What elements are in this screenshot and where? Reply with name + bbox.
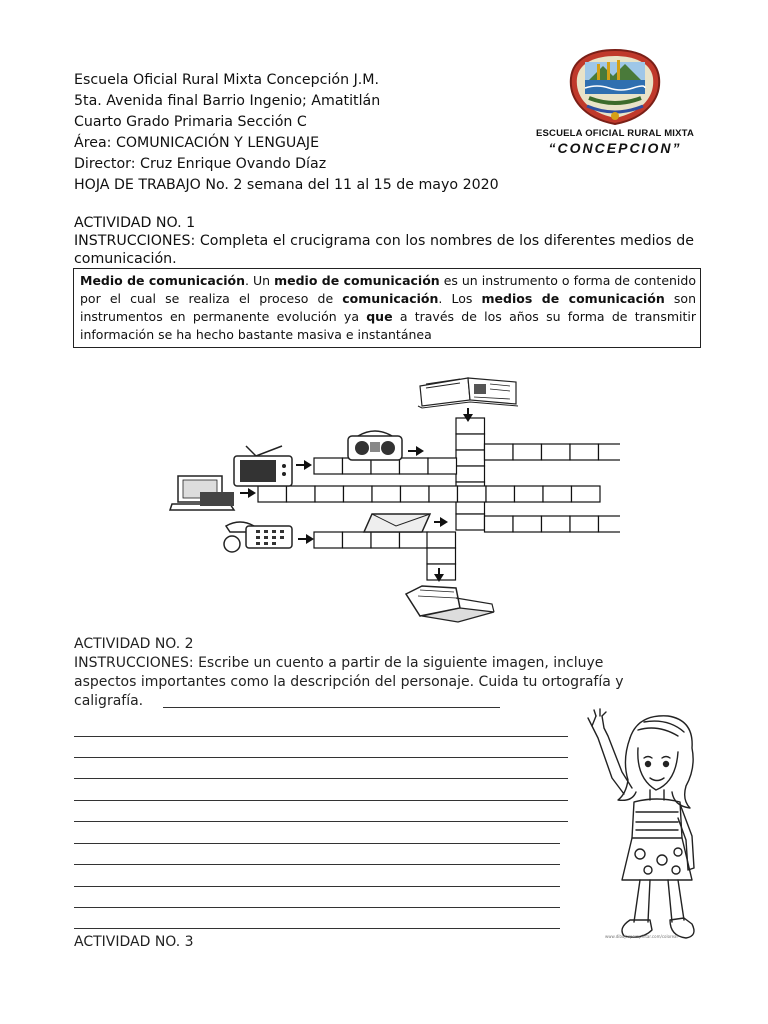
activity-1	[74, 214, 694, 268]
crossword-cell[interactable]	[599, 516, 621, 532]
writing-line[interactable]	[74, 864, 560, 865]
crossword-cell[interactable]	[428, 458, 457, 474]
definition-text: . Los	[438, 291, 482, 306]
crossword-cell[interactable]	[258, 486, 287, 502]
writing-line[interactable]	[74, 907, 560, 908]
crossword-cell[interactable]	[287, 486, 316, 502]
header-line-area: Área: COMUNICACIÓN Y LENGUAJE	[74, 135, 320, 151]
definition-box	[73, 268, 701, 348]
crossword-cell[interactable]	[456, 450, 485, 466]
crossword-cell[interactable]	[542, 444, 571, 460]
crossword-cell[interactable]	[599, 444, 621, 460]
crossword-cell[interactable]	[314, 458, 343, 474]
definition-term: medio de comunicación	[274, 273, 440, 288]
definition-term: que	[366, 309, 393, 324]
fax-icon	[406, 586, 494, 622]
activity-1-instructions: INSTRUCCIONES: Completa el crucigrama con los nombres de los diferentes medios de comunicación.	[74, 233, 694, 267]
crossword-cell[interactable]	[343, 532, 372, 548]
crossword-cell[interactable]	[570, 444, 599, 460]
school-crest-icon	[567, 48, 663, 126]
activity-2-instructions: INSTRUCCIONES: Escribe un cuento a partir de la siguiente imagen, incluye aspectos importantes como la descripción del personaje. Cuida tu ortografía y caligrafía.	[74, 655, 624, 709]
writing-line[interactable]	[74, 843, 560, 844]
telephone-icon	[224, 522, 292, 552]
header-line-address: 5ta. Avenida final Barrio Ingenio; Amatitlán	[74, 93, 381, 109]
crossword-cell[interactable]	[542, 516, 571, 532]
header-line-director: Director: Cruz Enrique Ovando Díaz	[74, 156, 327, 172]
header-line-grade: Cuarto Grado Primaria Sección C	[74, 114, 307, 130]
crossword-cell[interactable]	[344, 486, 373, 502]
definition-text: es un instrumento o forma de contenido por el cual se realiza el proceso de	[80, 273, 696, 306]
crossword-cell[interactable]	[458, 486, 487, 502]
activity-2	[74, 635, 634, 711]
writing-line[interactable]	[74, 736, 568, 737]
logo-school-name: ESCUELA OFICIAL RURAL MIXTA	[535, 128, 695, 139]
crossword-cell[interactable]	[570, 516, 599, 532]
crossword-cell[interactable]	[456, 418, 485, 434]
definition-text: a través de los años su forma de transmitir información se ha hecho bastante masiva e instantánea	[80, 309, 696, 342]
crossword-cell[interactable]	[485, 516, 514, 532]
school-header	[74, 70, 499, 196]
crossword-cell[interactable]	[486, 486, 515, 502]
definition-term: comunicación	[342, 291, 439, 306]
crossword-cell[interactable]	[456, 466, 485, 482]
crossword-cell[interactable]	[456, 514, 485, 530]
crossword-cell[interactable]	[427, 548, 456, 564]
crossword-cell[interactable]	[401, 486, 430, 502]
writing-line[interactable]	[74, 886, 560, 887]
definition-term: medios de comunicación	[481, 291, 665, 306]
crossword-cell[interactable]	[513, 444, 542, 460]
crossword-cell[interactable]	[513, 516, 542, 532]
definition-term: Medio de comunicación	[80, 273, 246, 288]
crossword-cell[interactable]	[572, 486, 601, 502]
crossword-cell[interactable]	[315, 486, 344, 502]
letter-icon	[364, 514, 430, 532]
writing-line[interactable]	[74, 757, 568, 758]
writing-line[interactable]	[74, 821, 568, 822]
writing-line[interactable]	[74, 800, 568, 801]
crossword-cell[interactable]	[427, 532, 456, 548]
crossword-cell[interactable]	[400, 532, 429, 548]
header-line-worksheet: HOJA DE TRABAJO No. 2 semana del 11 al 15 de mayo 2020	[74, 177, 499, 193]
radio-icon	[348, 431, 402, 460]
crossword-cell[interactable]	[543, 486, 572, 502]
crossword-cell[interactable]	[515, 486, 544, 502]
logo-school-motto: “CONCEPCION”	[548, 140, 682, 156]
newspaper-icon	[418, 378, 518, 408]
image-credit: www.dibujosparapintar.com/colorear	[605, 934, 679, 939]
header-line-school: Escuela Oficial Rural Mixta Concepción J.M.	[74, 72, 380, 88]
school-logo	[525, 48, 705, 160]
computer-icon	[170, 476, 234, 510]
crossword-grid	[258, 418, 620, 580]
television-icon	[234, 446, 292, 486]
crossword-cell[interactable]	[485, 444, 514, 460]
story-title-line[interactable]	[163, 707, 500, 708]
girl-illustration	[578, 708, 728, 948]
activity-1-title: ACTIVIDAD NO. 1	[74, 215, 196, 231]
activity-3-title: ACTIVIDAD NO. 3	[74, 934, 194, 950]
crossword-cell[interactable]	[371, 532, 400, 548]
definition-text: . Un	[245, 273, 275, 288]
crossword-cell[interactable]	[456, 434, 485, 450]
definition-text: son instrumentos en permanente evolución ya	[80, 291, 696, 324]
crossword-cell[interactable]	[314, 532, 343, 548]
writing-line[interactable]	[74, 778, 568, 779]
activity-2-title: ACTIVIDAD NO. 2	[74, 636, 194, 652]
crossword-cell[interactable]	[429, 486, 458, 502]
crossword-cell[interactable]	[400, 458, 429, 474]
crossword-puzzle	[160, 368, 620, 630]
crossword-cell[interactable]	[372, 486, 401, 502]
writing-line[interactable]	[74, 928, 560, 929]
